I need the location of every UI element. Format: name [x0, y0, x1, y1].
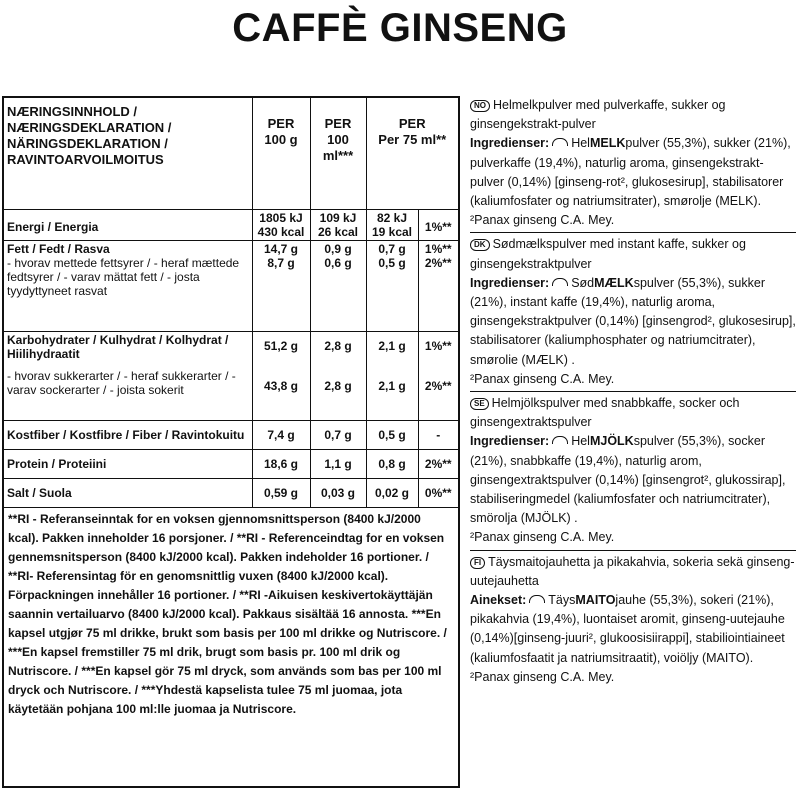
footnote-ginseng: ²Panax ginseng C.A. Mey. [470, 530, 615, 545]
language-badge: SE [470, 398, 489, 410]
ingredients-block-fi [470, 553, 796, 689]
cup-icon [529, 595, 545, 603]
cup-icon [552, 278, 568, 286]
row-name: Kostfiber / Kostfibre / Fiber / Ravintokuitu [4, 421, 252, 450]
table-row [4, 210, 458, 241]
row-v1: 1805 kJ 430 kcal [252, 210, 310, 241]
row-v2: 1,1 g [310, 450, 366, 479]
allergen: MJÖLK [589, 434, 634, 449]
ingredients-label: Ainekset: [470, 593, 527, 608]
product-description: Helmelkpulver med pulverkaffe, sukker og ginsengekstrakt-pulver [470, 98, 726, 132]
nutrition-table [4, 98, 458, 508]
row-v3: 82 kJ 19 kcal [366, 210, 418, 241]
allergen: MÆLK [594, 275, 634, 290]
row-v2: 2,8 g 2,8 g [310, 332, 366, 421]
ingredients-label: Ingredienser: [470, 275, 550, 290]
table-row [4, 479, 458, 508]
ingredients-text: spulver (55,3%), socker (21%), snabbkaffe (19,4%), naturlig arom, ginsengextraktspulver (0,14%) [ginsengrot², glukossirap], stabiliseringmedel (kaliumfosfater och natriumcitrater), smörolja (MJÖLK) . [470, 434, 786, 526]
row-v3: 0,8 g [366, 450, 418, 479]
nutrition-panel [2, 96, 460, 788]
row-name: Protein / Proteiini [4, 450, 252, 479]
ingredients-block-no [470, 96, 796, 233]
ingredients-text: spulver (55,3%), sukker (21%), instant kaffe (19,4%), naturlig aroma, ginsengekstraktpulver (0,14%) [ginsengrod², glukosesirup], stabilisatorer (kaliumphosphater og natriumcitrater), smørolie (MÆLK) . [470, 275, 796, 367]
header-name: NÆRINGSINNHOLD / NÆRINGSDEKLARATION / NÄRINGSDEKLARATION / RAVINTOARVOILMOITUS [4, 98, 252, 210]
row-sub: - hvorav mettede fettsyrer / - heraf mættede fedtsyrer / - varav mättat fett / - josta tyydyttyneet rasvat [7, 256, 240, 298]
row-ri: 1%** 2%** [418, 332, 458, 421]
row-v2: 109 kJ 26 kcal [310, 210, 366, 241]
product-title: CAFFÈ GINSENG [232, 6, 568, 50]
ingredients-label: Ingredienser: [470, 136, 550, 151]
language-badge: DK [470, 239, 490, 251]
row-cell [4, 332, 252, 421]
table-row [4, 450, 458, 479]
footnote-ginseng: ²Panax ginseng C.A. Mey. [470, 371, 615, 386]
ingredients-block-se [470, 394, 796, 551]
row-name: Salt / Suola [4, 479, 252, 508]
product-description: Täysmaitojauhetta ja pikakahvia, sokeria sekä ginseng-uutejauhetta [470, 554, 795, 588]
header-per-100g: PER 100 g [252, 98, 310, 210]
row-name: Fett / Fedt / Rasva [7, 242, 110, 256]
table-row [4, 332, 458, 421]
row-v1: 14,7 g 8,7 g [252, 241, 310, 332]
ingredient-prefix: Hel [571, 434, 590, 449]
row-v2: 0,7 g [310, 421, 366, 450]
cup-icon [552, 436, 568, 444]
table-header-row [4, 98, 458, 210]
row-v3: 0,5 g [366, 421, 418, 450]
row-v2: 0,03 g [310, 479, 366, 508]
cup-icon [552, 138, 568, 146]
ingredient-prefix: Täys [548, 593, 576, 608]
footnote-ginseng: ²Panax ginseng C.A. Mey. [470, 213, 615, 228]
row-v1: 51,2 g 43,8 g [252, 332, 310, 421]
row-name: Karbohydrater / Kulhydrat / Kolhydrat / Hiilihydraatit [7, 333, 229, 361]
row-v3: 0,7 g 0,5 g [366, 241, 418, 332]
header-per-75ml: PER Per 75 ml** [366, 98, 458, 210]
allergen: MELK [589, 136, 626, 151]
ingredients-block-dk [470, 235, 796, 392]
product-description: Sødmælkspulver med instant kaffe, sukker og ginsengekstraktpulver [470, 237, 746, 271]
row-ri: 1%** [418, 210, 458, 241]
row-ri: 2%** [418, 450, 458, 479]
language-badge: NO [470, 100, 490, 112]
table-row [4, 241, 458, 332]
footnote-ginseng: ²Panax ginseng C.A. Mey. [470, 669, 615, 684]
allergen: MAITO [575, 593, 616, 608]
ingredient-prefix: Sød [571, 275, 595, 290]
table-row [4, 421, 458, 450]
product-description: Helmjölkspulver med snabbkaffe, socker och ginsengextraktspulver [470, 396, 740, 430]
row-ri: 1%** 2%** [418, 241, 458, 332]
row-ri: 0%** [418, 479, 458, 508]
header-per-100ml: PER 100 ml*** [310, 98, 366, 210]
ingredients-label: Ingredienser: [470, 434, 550, 449]
footnote: **RI - Referanseinntak for en voksen gjennomsnittsperson (8400 kJ/2000 kcal). Pakken inneholder 16 porsjoner. / **RI - Referenceindtag for en voksen gennemsnitsperson (8400 kJ/2000 kcal). Pakken indeholder 16 portioner. / **RI- Referensintag för en genomsnittlig vuxen (8400 kJ/2000 kcal). Förpackningen innehåller 16 portioner. / **RI -Aikuisen keskivertokäyttäjän saannin vertailuarvo (8400 kJ/2000 kcal). Pakkaus sisältää 16 annosta. ***En kapsel utgjør 75 ml drikke, brukt som basis per 100 ml drikke og Nutriscore. / ***En kapsel fremstiller 75 ml drik, brugt som basis pr. 100 ml drik og Nutriscore. / ***En kapsel gör 75 ml dryck, som används som bas per 100 ml dryck och Nutriscore. / ***Yhdestä kapselista tulee 75 ml juomaa, jota käytetään pohjana 100 ml:lle juomaa ja Nutriscore. [8, 512, 447, 716]
row-v1: 0,59 g [252, 479, 310, 508]
row-v3: 0,02 g [366, 479, 418, 508]
row-cell [4, 241, 252, 332]
row-v1: 18,6 g [252, 450, 310, 479]
ingredient-prefix: Hel [571, 136, 590, 151]
row-name: Energi / Energia [4, 210, 252, 241]
ingredients-text: jauhe (55,3%), sokeri (21%), pikakahvia (19,4%), luontaiset aromit, ginseng-uutejauhe (0,14%)[ginseng-juuri², glukoosisiirappi], stabiliointiaineet (kaliumfosfaatit ja natriumsitraatit), voiöljy (MAITO). [470, 593, 785, 665]
row-v3: 2,1 g 2,1 g [366, 332, 418, 421]
ingredients-column [470, 96, 796, 691]
row-sub: - hvorav sukkerarter / - heraf sukkerarter / - varav sockerarter / - joista sokerit [7, 369, 236, 397]
ingredients-text: pulver (55,3%), sukker (21%), pulverkaffe (19,4%), naturlig aroma, ginsengekstrakt-pulver (0,14%) [ginseng-rot², glukosesirup], stabilisatorer (kaliumfosfater og natriumsitrater), smørolje (MELK). [470, 136, 791, 209]
row-v1: 7,4 g [252, 421, 310, 450]
language-badge: FI [470, 557, 485, 569]
row-ri: - [418, 421, 458, 450]
row-v2: 0,9 g 0,6 g [310, 241, 366, 332]
